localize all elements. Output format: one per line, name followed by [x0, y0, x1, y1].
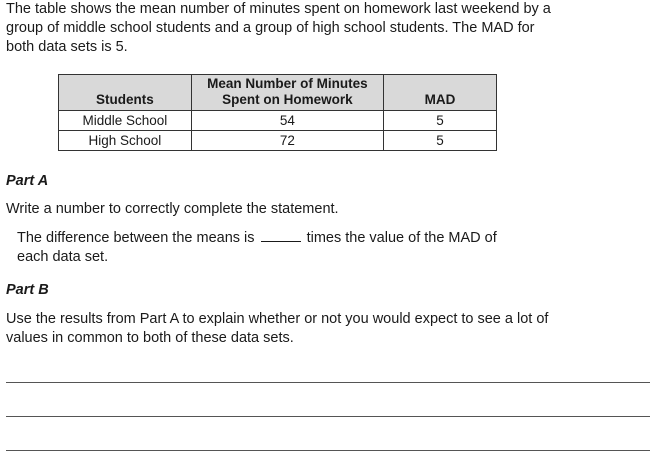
header-mean-minutes-line2: Spent on Homework — [222, 92, 353, 107]
part-a-instruction: Write a number to correctly complete the statement. — [6, 201, 339, 217]
part-a-statement — [17, 229, 517, 267]
statement-before: The difference between the means is — [17, 230, 255, 246]
cell-mad: 5 — [384, 111, 497, 131]
cell-mean: 54 — [191, 111, 383, 131]
part-a-heading: Part A — [6, 173, 49, 189]
answer-blank[interactable] — [261, 229, 301, 242]
header-mad: MAD — [384, 75, 497, 111]
answer-line[interactable] — [6, 416, 650, 417]
part-b-heading: Part B — [6, 282, 49, 298]
table-row — [59, 131, 497, 151]
statement-after: times the value of the MAD of each data set. — [17, 230, 497, 265]
header-mean-minutes-line1: Mean Number of Minutes — [207, 76, 368, 91]
answer-line[interactable] — [6, 450, 650, 451]
part-b-instruction: Use the results from Part A to explain whether or not you would expect to see a lot of values in common to both of these data sets. — [6, 311, 549, 346]
homework-table — [58, 74, 497, 151]
answer-line[interactable] — [6, 382, 650, 383]
cell-students: Middle School — [59, 111, 192, 131]
header-students: Students — [59, 75, 192, 111]
cell-mad: 5 — [384, 131, 497, 151]
cell-mean: 72 — [191, 131, 383, 151]
table-row — [59, 111, 497, 131]
header-mean-minutes — [191, 75, 383, 111]
table-header-row — [59, 75, 497, 111]
intro-paragraph: The table shows the mean number of minutes spent on homework last weekend by a group of middle school students and a group of high school students. The MAD for both data sets is 5. — [6, 1, 551, 55]
cell-students: High School — [59, 131, 192, 151]
